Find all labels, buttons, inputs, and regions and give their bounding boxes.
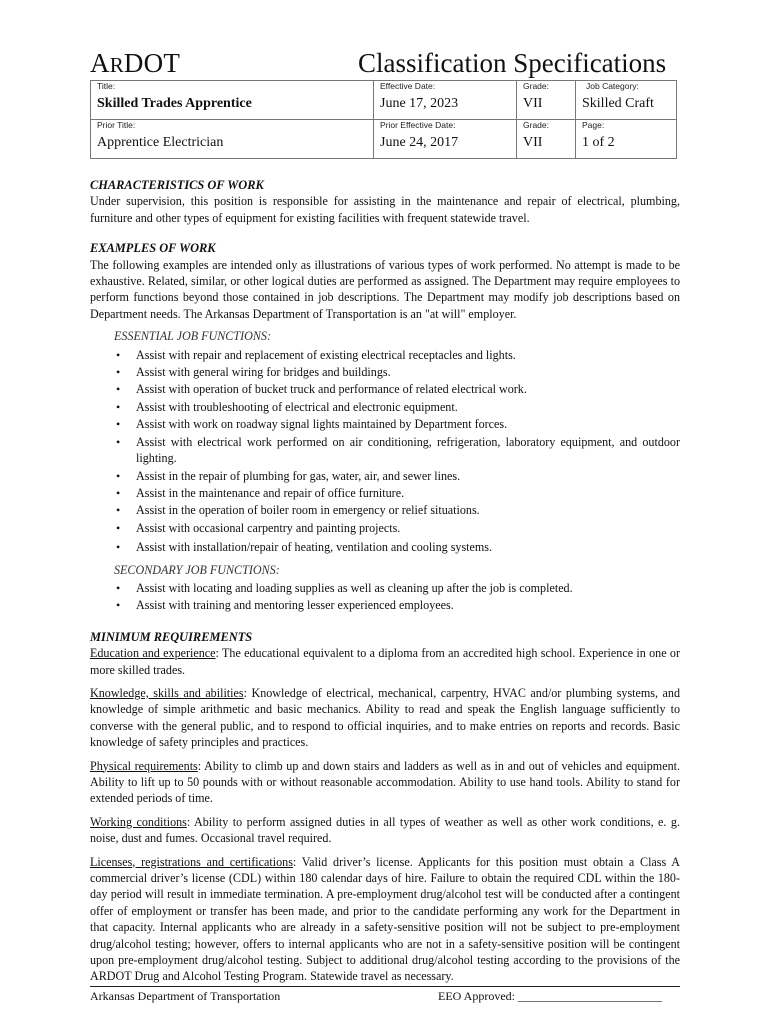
prior-effective-date-label: Prior Effective Date:	[374, 120, 517, 132]
list-item: • Assist with electrical work performed on air conditioning, refrigeration, laboratory equipment, and outdoor lighting.	[136, 434, 680, 467]
knowledge-paragraph: Knowledge, skills and abilities: Knowledge of electrical, mechanical, carpentry, HVAC and/or plumbing systems, and knowledge of simple arithmetic and basic mechanics. Ability to read and speak the English language sufficiently to converse with the general public, and to respond to official inquiries, and to make entries on reports and records. Basic knowledge of safety principles and practices.	[90, 685, 680, 750]
document-title: Classification Specifications	[358, 48, 667, 78]
examples-text: The following examples are intended only as illustrations of various types of work performed. No attempt is made to be exhaustive. Related, similar, or other logical duties are performed as assigned. The Department may require employees to perform functions beyond those contained in job descriptions. The Department may modify job descriptions based on Department needs. The Arkansas Department of Transportation is an "at will" employer.	[90, 257, 680, 321]
classification-table	[90, 80, 677, 159]
job-category-value: Skilled Craft	[576, 92, 677, 120]
characteristics-heading: CHARACTERISTICS OF WORK	[90, 178, 264, 192]
org-name: ARDOT	[90, 48, 181, 78]
working-paragraph: Working conditions: Ability to perform assigned duties in all types of weather as well as other work conditions, e. g. noise, dust and fumes. Occasional travel required.	[90, 814, 680, 846]
education-paragraph: Education and experience: The educational equivalent to a diploma from an accredited high school. Experience in one or more skilled trades.	[90, 646, 680, 677]
licenses-label: Licenses, registrations and certifications	[90, 854, 293, 869]
secondary-functions-heading: SECONDARY JOB FUNCTIONS:	[114, 562, 280, 577]
title-label: Title:	[91, 81, 374, 93]
prior-grade-value: VII	[517, 131, 576, 159]
list-item: • Assist with operation of bucket truck and performance of related electrical work.	[136, 381, 680, 397]
list-item: • Assist with locating and loading supplies as well as cleaning up after the job is completed.	[136, 580, 680, 596]
licenses-paragraph: Licenses, registrations and certifications: Valid driver’s license. Applicants for this position must obtain a Class A commercial driver’s license (CDL) within 180 calendar days of hire. Failure to obtain the required CDL within the 180-day period will result in immediate termination. A pre-employment drug/alcohol test will be conducted after a contingent offer of employment or transfer has been made, and prior to the candidate performing any work for the Department in that capacity. Internal applicants who are already in a safety-sensitive position will not be subject to pre-employment drug/alcohol testing; however, offers to internal applicants who are not in a safety-sensitive position will be contingent upon pre-employment drug/alcohol testing. Subject to additional drug/alcohol testing according to the provisions of the ARDOT Drug and Alcohol Testing Program. Statewide travel as necessary.	[90, 854, 681, 984]
grade-label: Grade:	[517, 81, 576, 93]
prior-grade-label: Grade:	[517, 120, 576, 132]
knowledge-label: Knowledge, skills and abilities	[90, 685, 244, 700]
job-category-label: Job Category:	[576, 81, 677, 93]
footer-agency: Arkansas Department of Transportation	[90, 989, 281, 1003]
list-item: • Assist with installation/repair of heating, ventilation and cooling systems.	[136, 539, 680, 555]
working-label: Working conditions	[90, 814, 187, 829]
page-label: Page:	[576, 120, 677, 132]
physical-label: Physical requirements	[90, 758, 198, 773]
requirements-heading: MINIMUM REQUIREMENTS	[90, 629, 253, 644]
characteristics-text: Under supervision, this position is responsible for assisting in the maintenance and repair of electrical, plumbing, furniture and other types of equipment for existing facilities with frequent statewide travel.	[90, 194, 680, 225]
title-value: Skilled Trades Apprentice	[91, 92, 374, 120]
secondary-functions-list	[90, 580, 680, 614]
essential-functions-heading: ESSENTIAL JOB FUNCTIONS:	[114, 329, 272, 344]
list-item: • Assist with repair and replacement of existing electrical receptacles and lights.	[136, 347, 680, 363]
effective-date-label: Effective Date:	[374, 81, 517, 93]
list-item: • Assist with training and mentoring lesser experienced employees.	[136, 597, 680, 613]
effective-date-value: June 17, 2023	[374, 92, 517, 120]
examples-heading: EXAMPLES OF WORK	[90, 241, 216, 256]
list-item: • Assist in the operation of boiler room in emergency or relief situations.	[136, 502, 680, 518]
essential-functions-list	[90, 347, 680, 556]
document-body	[90, 177, 680, 985]
list-item: • Assist with troubleshooting of electrical and electronic equipment.	[136, 399, 680, 415]
grade-value: VII	[517, 92, 576, 120]
list-item: • Assist with general wiring for bridges and buildings.	[136, 364, 680, 380]
page-value: 1 of 2	[576, 131, 677, 159]
footer-eeo-approved: EEO Approved: ________________________	[438, 989, 662, 1003]
list-item: • Assist with work on roadway signal lights maintained by Department forces.	[136, 416, 680, 432]
list-item: • Assist in the maintenance and repair of office furniture.	[136, 485, 680, 501]
list-item: • Assist in the repair of plumbing for gas, water, air, and sewer lines.	[136, 468, 680, 484]
prior-effective-date-value: June 24, 2017	[374, 131, 517, 159]
physical-paragraph: Physical requirements: Ability to climb up and down stairs and ladders as well as in and out of vehicles and equipment. Ability to lift up to 50 pounds with or without reasonable accommodation. Ability to use hand tools. Ability to stand for extended periods of time.	[90, 758, 680, 806]
list-item: • Assist with occasional carpentry and painting projects.	[136, 520, 680, 536]
prior-title-label: Prior Title:	[91, 120, 374, 132]
page-footer	[90, 986, 680, 1003]
prior-title-value: Apprentice Electrician	[91, 131, 374, 159]
education-label: Education and experience	[90, 646, 216, 661]
